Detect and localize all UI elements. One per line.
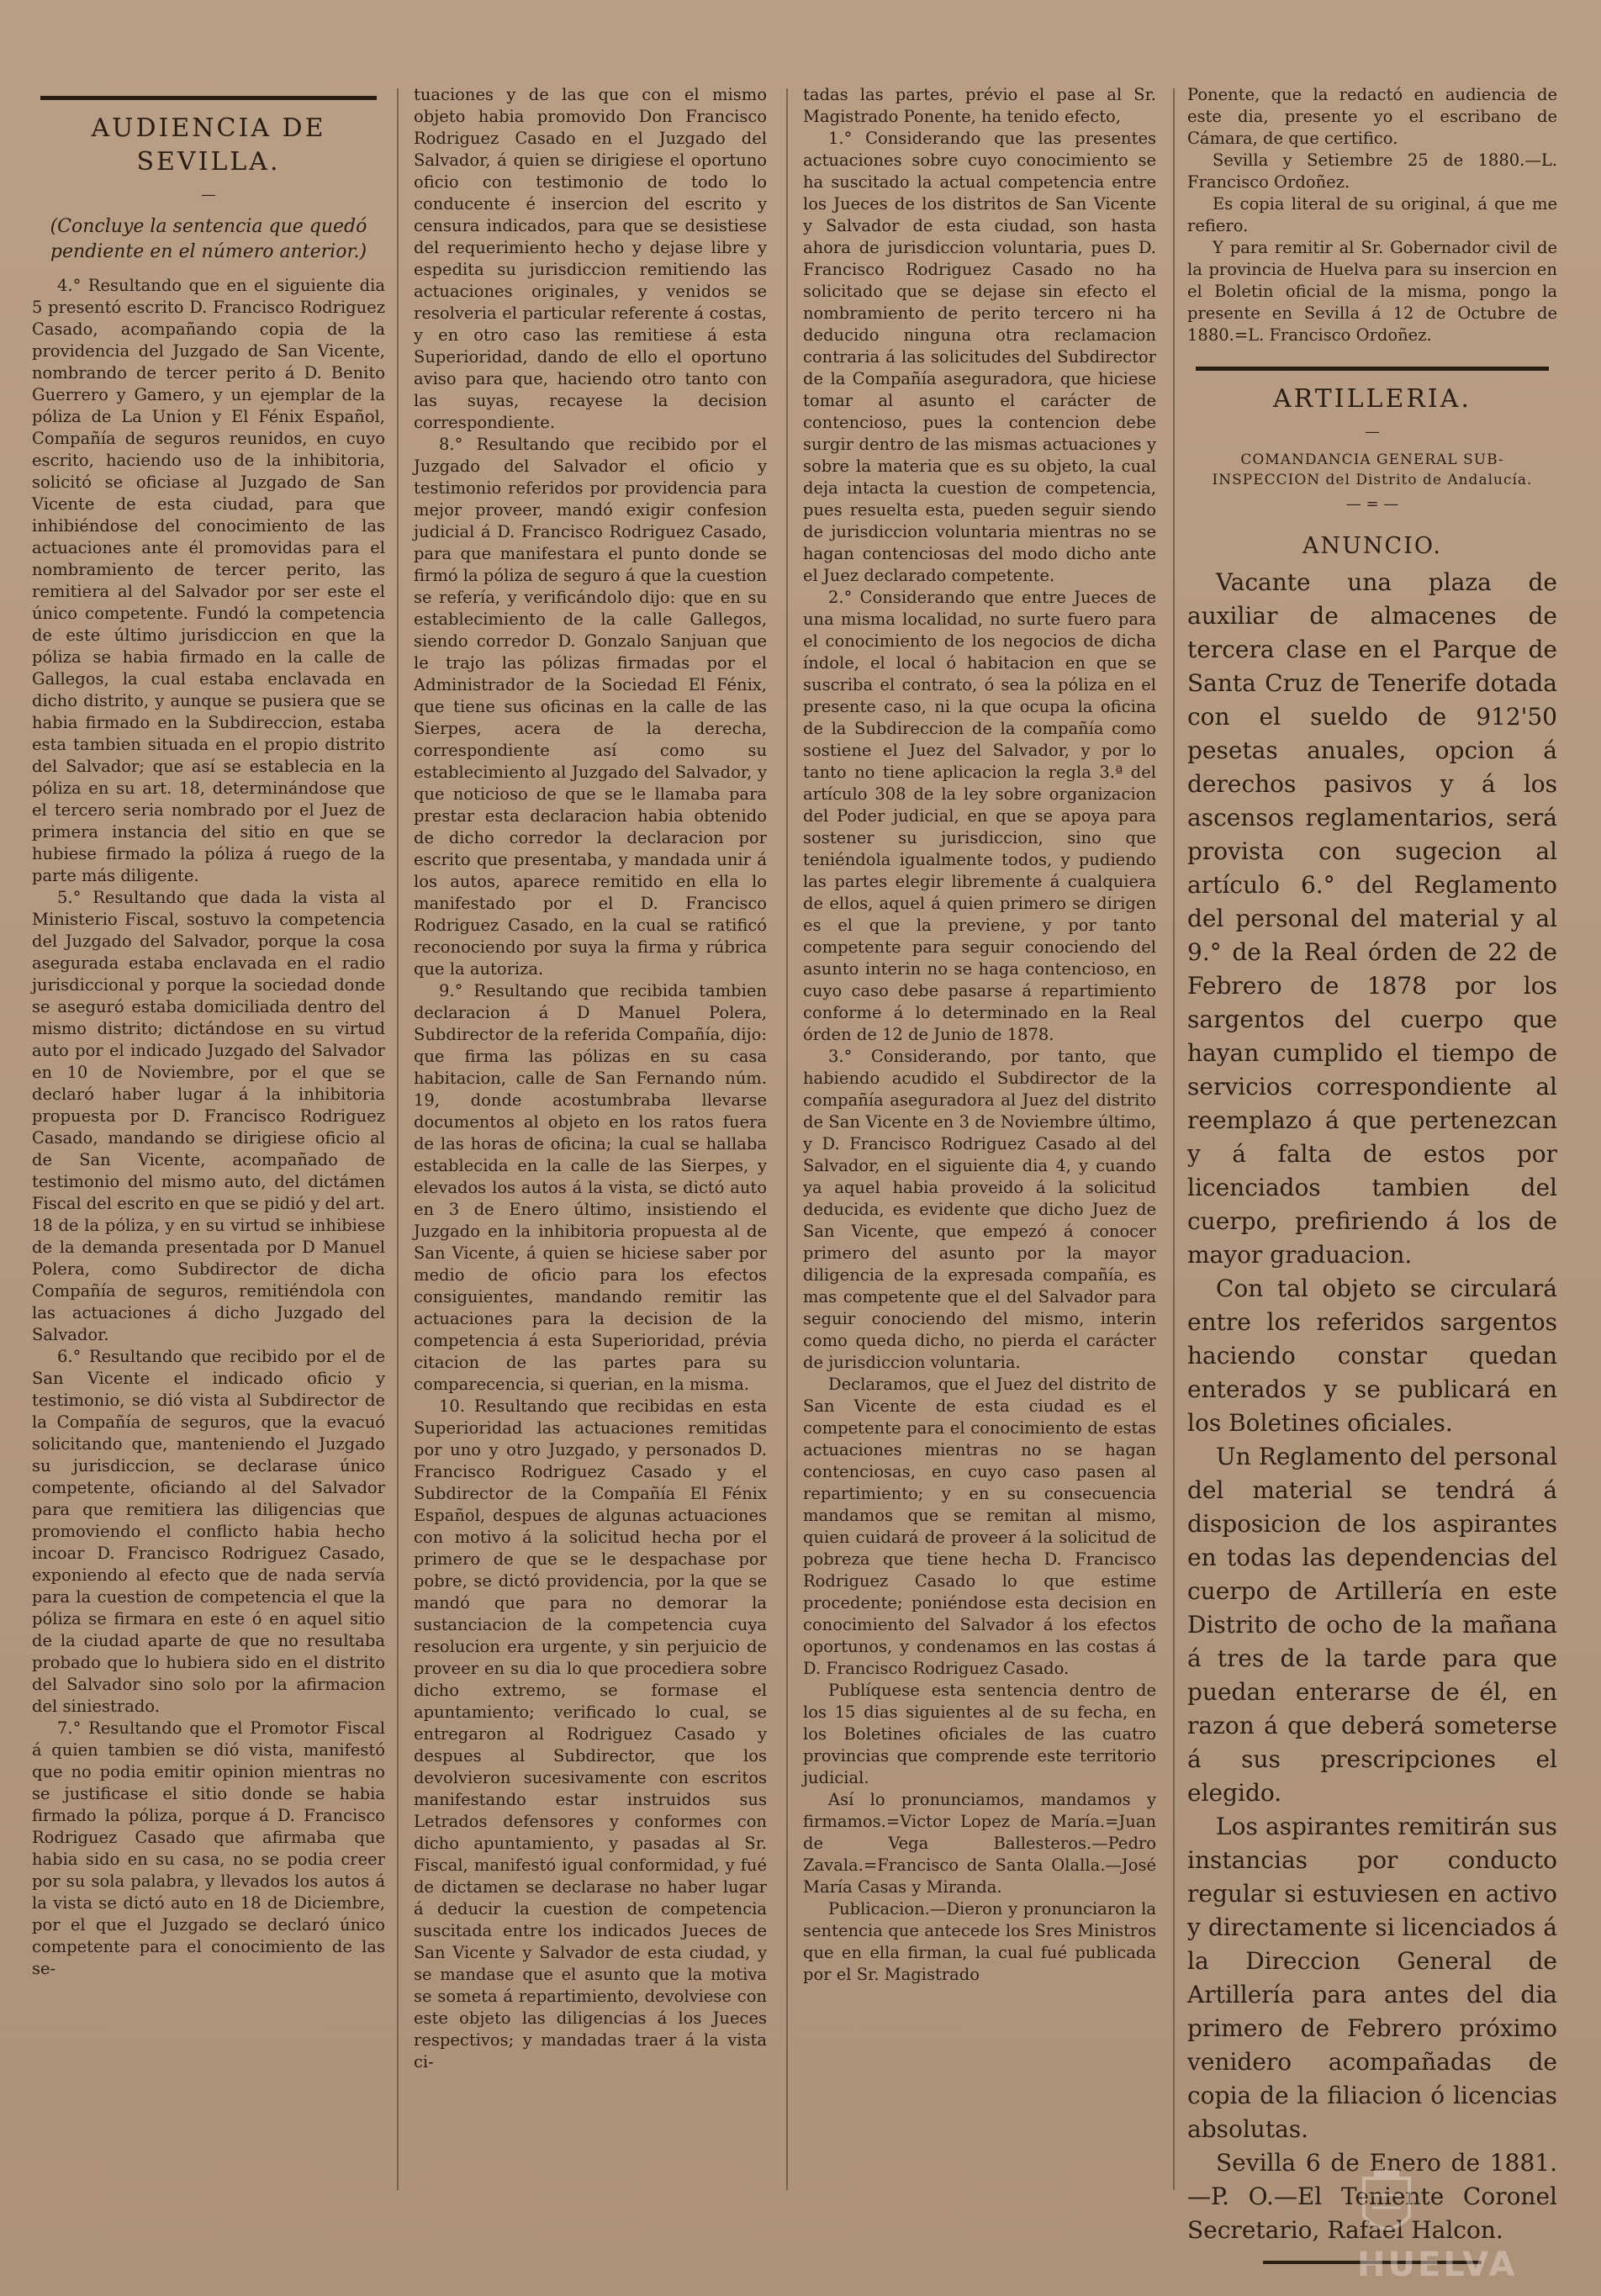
paragraph: 6.° Resultando que recibido por el de San Vicente el indicado oficio y testimonio, se dió vista al Subdirector de la Compañía de seguros, que la evacuó solicitando que, manteniendo el Juzgado su jurisdiccion, se declarase único competente, oficiando al del Salvador para que remitiera las diligencias que promoviendo el conflicto habia hecho incoar D. Francisco Rodriguez Casado, exponiendo al efecto que de nada servía para la cuestion de competencia el que la póliza se firmara en este ó en aquel sitio de la ciudad aparte de que no resultaba probado que lo hubiera sido en el distrito del Salvador sino solo por la afirmacion del siniestrado. — [32, 1347, 385, 1716]
column-divider — [786, 88, 788, 2190]
paragraph: 3.° Considerando, por tanto, que habiendo acudido el Subdirector de la compañía aseguradora al Juez del distrito de San Vicente en 3 de Noviembre último, y D. Francisco Rodriguez Casado al del Salvador, en el siguiente dia 4, y cuando ya aquel habia proveido á la solicitud deducida, es evidente que dicho Juez de San Vicente, que empezó á conocer primero del asunto por la mayor diligencia de la expresada compañía, es mas competente que el del Salvador para seguir conociendo del mismo, interin como queda dicho, no pierda el carácter de jurisdiccion voluntaria. — [803, 1047, 1156, 1372]
anuncio-title: ANUNCIO. — [1302, 533, 1442, 559]
article-subtitle: (Concluye la sentencia que quedó pendiente en el número anterior.) — [50, 216, 367, 262]
section-title-artilleria: ARTILLERIA. — [1273, 384, 1472, 414]
column-1 — [32, 84, 385, 2203]
paragraph: Publíquese esta sentencia dentro de los 15 dias siguientes al de su fecha, en los Boletines oficiales de las cuatro provincias que comprende este territorio judicial. — [803, 1681, 1156, 1787]
paragraph: Publicacion.—Dieron y pronunciaron la sentencia que antecede los Sres Ministros que en ella firman, la cual fué publicada por el Sr. Magistrado — [803, 1899, 1156, 1984]
dash-divider: — — [201, 186, 216, 203]
column-3 — [803, 84, 1156, 2203]
paragraph: Ponente, que la redactó en audiencia de este dia, presente yo el escribano de Cámara, de que certifico. — [1187, 85, 1557, 148]
paragraph: Es copia literal de su original, á que me refiero. — [1187, 194, 1557, 235]
paragraph: 10. Resultando que recibidas en esta Superioridad las actuaciones remitidas por uno y otro Juzgado, y personados D. Francisco Rodriguez Casado y el Subdirector de la Compañía El Fénix Español, despues de algunas actuaciones con motivo á la solicitud hecha por el primero de que se le despachase por pobre, se dictó providencia, por la que se mandó que para no demorar la sustanciacion de la competencia cuya resolucion era urgente, y sin perjuicio de proveer en su dia lo que procediera sobre dicho extremo, se formase el apuntamiento; verificado lo cual, se entregaron al Rodriguez Casado y despues al Subdirector, que los devolvieron sucesivamente con escritos manifestando estar instruidos sus Letrados defensores y conformes con dicho apuntamiento, y pasadas al Sr. Fiscal, manifestó igual conformidad, y fué de dictamen se declarase no haber lugar á deducir la cuestion de competencia suscitada entre los indicados Jueces de San Vicente y Salvador de esta ciudad, y se mandase que el asunto que la motiva se someta á repartimiento, devolviese con este objeto las diligencias á los Jueces respectivos; y mandadas traer á la vista ci- — [414, 1396, 767, 2072]
column-divider — [397, 88, 399, 2190]
dash-divider: — = — — [1345, 495, 1399, 513]
paragraph: Los aspirantes remitirán sus instancias por conducto regular si estuviesen en activo y directamente si licenciados á la Direccion General de Artillería para antes del dia primero de Febrero próximo venidero acompañadas de copia de la filiacion ó licencias absolutas. — [1187, 1813, 1557, 2143]
column-4 — [1187, 84, 1557, 2244]
paragraph: tuaciones y de las que con el mismo objeto habia promovido Don Francisco Rodriguez Casado en el Juzgado del Salvador, á quien se dirigiese el oportuno oficio con testimonio de todo lo conducente é insercion del escrito y censura indicados, para que se desistiese del requerimiento hecho y dejase libre y espedita su jurisdiccion remitiendo las actuaciones originales, y venidos se resolveria el particular referente á costas, y en otro caso las remitiese á esta Superioridad, dando de ello el oportuno aviso para que, haciendo otro tanto con las suyas, recayese la decision correspondiente. — [414, 85, 767, 432]
section-title-audiencia: AUDIENCIA DE SEVILLA. — [91, 113, 326, 177]
paragraph: 4.° Resultando que en el siguiente dia 5 presentó escrito D. Francisco Rodriguez Casado, acompañando copia de la providencia del Juzgado de San Vicente, nombrando de tercer perito á D. Benito Guerrero y Gamero, y un ejemplar de la póliza de La Union y El Fénix Español, Compañía de seguros reunidos, en cuyo escrito, haciendo uso de la inhibitoria, solicitó se oficiase al Juzgado de San Vicente de esta ciudad, para que inhibiéndose del conocimiento de las actuaciones ante él promovidas para el nombramiento de tercer perito, las remitiera al del Salvador por ser este el único competente. Fundó la competencia de este último jurisdiccion en que la póliza se habia firmado en la calle de Gallegos, la cual estaba enclavada en dicho distrito, y aunque se pusiera que se habia firmado en la Subdireccion, estaba esta tambien situada en el propio distrito del Salvador; que así se establecia en la póliza en su art. 18, determinándose que el tercero seria nombrado por el Juez de primera instancia del sitio en que se hubiese firmado la póliza á ruego de la parte más diligente. — [32, 276, 385, 885]
paragraph: Un Reglamento del personal del material se tendrá á disposicion de los aspirantes en todas las dependencias del cuerpo de Artillería en este Distrito de ocho de la mañana á tres de la tarde para que puedan enterarse de él, en razon á que deberá someterse á sus prescripciones el elegido. — [1187, 1443, 1557, 1807]
dash-divider: — — [1365, 423, 1380, 441]
paragraph: 1.° Considerando que las presentes actuaciones sobre cuyo conocimiento se ha suscitado la actual competencia entre los Jueces de los distritos de San Vicente y Salvador de esta ciudad, son hasta ahora de jurisdiccion voluntaria, pues D. Francisco Rodriguez Casado no ha solicitado que se dejase sin efecto el nombramiento de perito tercero ni ha deducido ninguna otra reclamacion contraria á las solicitudes del Subdirector de la Compañía aseguradora, que hiciese tomar al asunto el carácter de contencioso, pues la contencion debe surgir dentro de las mismas actuaciones y sobre la materia que es su objeto, la cual deja intacta la cuestion de competencia, pues resuelta esta, pueden seguir siendo de jurisdiccion voluntaria mientras no se hagan contenciosas del modo dicho ante el Juez declarado competente. — [803, 129, 1156, 585]
paragraph: 7.° Resultando que el Promotor Fiscal á quien tambien se dió vista, manifestó que no podia emitir opinion mientras no se justificase el sitio donde se habia firmado la póliza, porque á D. Francisco Rodriguez Casado que afirmaba que habia sido en su casa, no se podia creer por su sola palabra, y llevados los autos á la vista se dictó auto en 18 de Diciembre, por el que el Juzgado se declaró único competente para el conocimiento de las se- — [32, 1718, 385, 1978]
archive-stamp — [1357, 2170, 1551, 2284]
header-rule — [40, 96, 377, 100]
date-signature: Sevilla 6 de Enero de 1881.—P. O.—El Teniente Coronel Secretario, Rafael Halcon. — [1187, 2149, 1557, 2244]
signatures: Así lo pronunciamos, mandamos y firmamos.=Victor Lopez de María.=Juan de Vega Ballesteros.—Pedro Zavala.=Francisco de Santa Olalla.—José María Casas y Miranda. — [803, 1790, 1156, 1897]
date-signature: Sevilla y Setiembre 25 de 1880.—L. Francisco Ordoñez. — [1187, 150, 1557, 192]
paragraph: Y para remitir al Sr. Gobernador civil de la provincia de Huelva para su insercion en el Boletin oficial de la misma, pongo la presente en Sevilla á 12 de Octubre de 1880.=L. Francisco Ordoñez. — [1187, 238, 1557, 345]
paragraph: Declaramos, que el Juez del distrito de San Vicente de esta ciudad es el competente para el conocimiento de estas actuaciones mientras no se hagan contenciosas, en cuyo caso pasen al repartimiento; y en su consecuencia mandamos que se remitan al mismo, quien cuidará de proveer á la solicitud de pobreza que tiene hecha D. Francisco Rodriguez Casado lo que estime procedente; poniéndose esta decision en conocimiento del Salvador á los efectos oportunos, y condenamos en las costas á D. Francisco Rodriguez Casado. — [803, 1375, 1156, 1678]
paragraph: 9.° Resultando que recibida tambien declaracion á D Manuel Polera, Subdirector de la referida Compañía, dijo: que firma las pólizas en su casa habitacion, calle de San Fernando núm. 19, donde acostumbraba llevarse documentos al objeto en los ratos fuera de las horas de oficina; la cual se hallaba establecida en la calle de las Sierpes, y elevados los autos á la vista, se dictó auto en 3 de Enero último, insistiendo el Juzgado en la inhibitoria propuesta al de San Vicente, á quien se hiciese saber por medio de oficio para los efectos consiguientes, mandando remitir las actuaciones para la decision de la competencia á esta Superioridad, prévia citacion de las partes para su comparecencia, si querian, en la misma. — [414, 981, 767, 1394]
column-2 — [414, 84, 767, 2203]
column-divider — [1173, 88, 1175, 2190]
sub-header: COMANDANCIA GENERAL SUB-INSPECCION del Distrito de Andalucía. — [1212, 451, 1533, 488]
paragraph: 8.° Resultando que recibido por el Juzgado del Salvador el oficio y testimonio referidos por providencia para mejor proveer, mandó exigir confesion judicial á D. Francisco Rodriguez Casado, para que manifestara el punto donde se firmó la póliza de seguro á que la cuestion se refería, y verificándolo dijo: que en su establecimiento de la calle Gallegos, siendo corredor D. Gonzalo Sanjuan que le trajo las pólizas firmadas por el Administrador de la Sociedad El Fénix, que tiene sus oficinas en la calle de las Sierpes, acera de la derecha, correspondiente así como su establecimiento al Juzgado del Salvador, y que noticioso de que se le llamaba para prestar esta declaracion habia obtenido de dicho corredor la declaracion por escrito que presentaba, y mandada unir á los autos, aparece remitido en ella lo manifestado por el D. Francisco Rodriguez Casado, en la cual se ratificó reconociendo por suya la firma y rúbrica que la autoriza. — [414, 435, 767, 979]
crest-icon — [1357, 2170, 1416, 2246]
paragraph: 2.° Considerando que entre Jueces de una misma localidad, no surte fuero para el conocimiento de los negocios de dicha índole, el local ó habitacion en que se suscriba el contrato, ó sea la póliza en el presente caso, ni la que ocupa la oficina de la Subdireccion de la compañía como sostiene el Juez del Salvador, y por lo tanto no tiene aplicacion la regla 3.ª del artículo 308 de la ley sobre organizacion del Poder judicial, en que se apoya para sostener su jurisdiccion, sino que teniéndola igualmente todos, y pudiendo las partes elegir libremente á cualquiera de ellos, aquel á quien primero se dirigen es el que la previene, y por tanto competente para seguir conociendo del asunto interin no se haga contencioso, en cuyo caso debe pasarse á repartimiento conforme á lo determinado en la Real órden de 12 de Junio de 1878. — [803, 588, 1156, 1044]
paragraph: Vacante una plaza de auxiliar de almacenes de tercera clase en el Parque de Santa Cruz de Tenerife dotada con el sueldo de 912'50 pesetas anuales, opcion á derechos pasivos y á los ascensos reglamentarios, será provista con sugecion al artículo 6.° del Reglamento del personal del material y al 9.° de la Real órden de 22 de Febrero de 1878 por los sargentos del cuerpo que hayan cumplido el tiempo de servicios correspondiente al reemplazo á que pertenezcan y á falta de estos por licenciados tambien del cuerpo, prefiriendo á los de mayor graduacion. — [1187, 568, 1557, 1269]
paragraph: 5.° Resultando que dada la vista al Ministerio Fiscal, sostuvo la competencia del Juzgado del Salvador, porque la cosa asegurada estaba enclavada en el radio jurisdiccional y porque la sociedad donde se aseguró estaba domiciliada dentro del mismo distrito; dictándose en su virtud auto por el indicado Juzgado del Salvador en 10 de Noviembre, por el que se declaró haber lugar á la inhibitoria propuesta por D. Francisco Rodriguez Casado, mandando se dirigiese oficio al de San Vicente, acompañado de testimonio del mismo auto, del dictámen Fiscal del escrito en que se pidió y del art. 18 de la póliza, y en su virtud se inhibiese de la demanda presentada por D Manuel Polera, como Subdirector de dicha Compañía de seguros, remitiéndola con las actuaciones á dicho Juzgado del Salvador. — [32, 888, 385, 1344]
anuncio-body — [1187, 566, 1557, 2247]
section-rule — [1196, 367, 1549, 371]
paragraph: tadas las partes, prévio el pase al Sr. Magistrado Ponente, ha tenido efecto, — [803, 85, 1156, 126]
paragraph: Con tal objeto se circulará entre los referidos sargentos haciendo constar quedan enterados y se publicará en los Boletines oficiales. — [1187, 1275, 1557, 1437]
stamp-text: HUELVA — [1357, 2246, 1518, 2284]
